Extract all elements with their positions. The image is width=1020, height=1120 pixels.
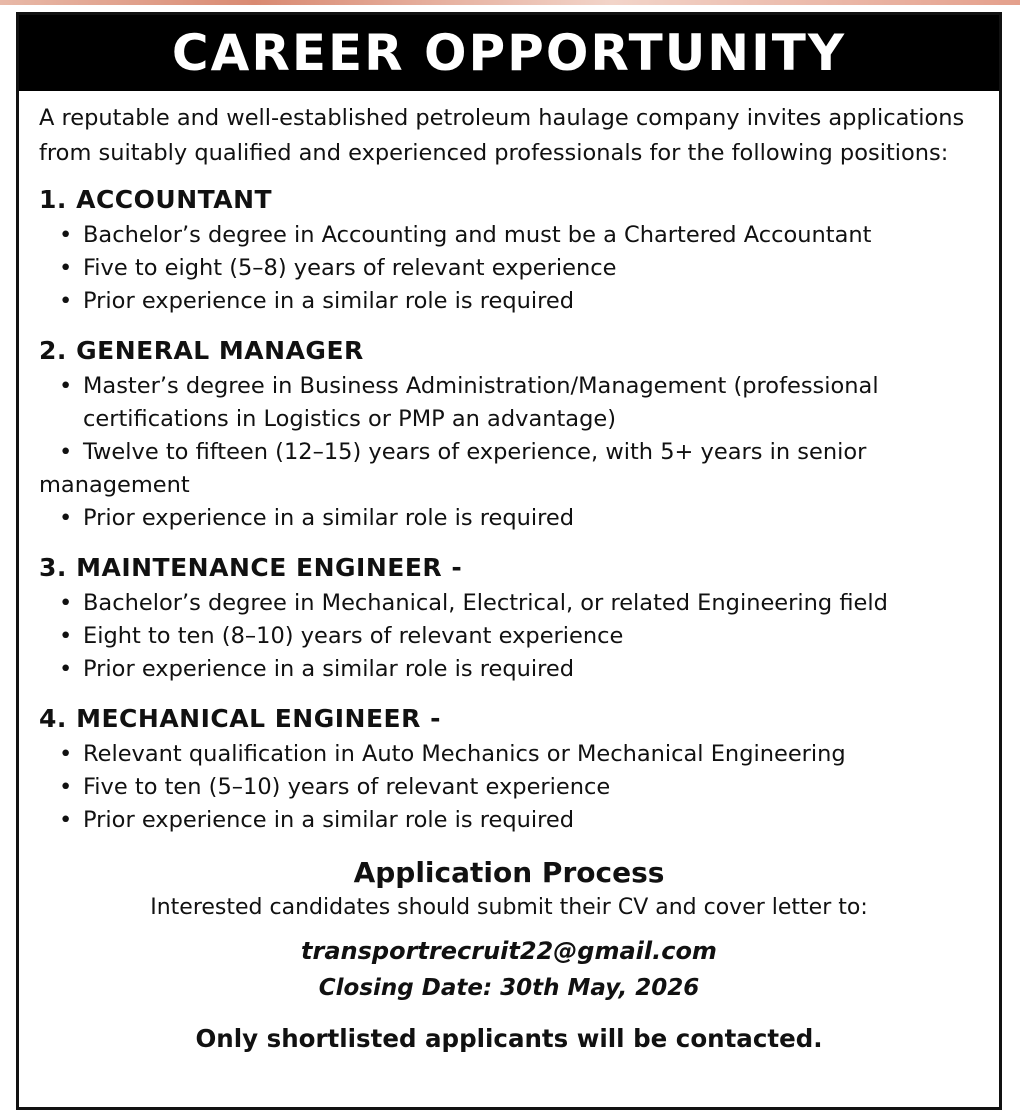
requirement-item: • Five to ten (5–10) years of relevant experience [39, 771, 979, 804]
position-title: 1. ACCOUNTANT [39, 185, 273, 214]
advert-content [19, 91, 999, 1059]
application-email[interactable]: transportrecruit22@gmail.com [301, 937, 717, 965]
position-general-manager [39, 332, 979, 535]
requirement-item: • Prior experience in a similar role is required [39, 653, 979, 686]
requirement-item: • Five to eight (5–8) years of relevant experience [39, 252, 979, 285]
requirement-item: • Bachelor’s degree in Accounting and must be a Chartered Accountant [39, 219, 979, 252]
position-title: 4. MECHANICAL ENGINEER - [39, 704, 441, 733]
requirement-item: • Prior experience in a similar role is required [39, 804, 979, 837]
position-title: 2. GENERAL MANAGER [39, 336, 364, 365]
application-instructions: Interested candidates should submit their CV and cover letter to: [150, 895, 868, 920]
page-title: CAREER OPPORTUNITY [171, 24, 847, 82]
position-accountant [39, 181, 979, 318]
top-accent-bar [0, 0, 1020, 5]
title-banner [19, 15, 999, 91]
requirement-item: • Relevant qualification in Auto Mechanics or Mechanical Engineering [39, 738, 979, 771]
requirement-item: • Master’s degree in Business Administration/Management (professional certifications in Logistics or PMP an advantage) [39, 370, 979, 436]
shortlist-note: Only shortlisted applicants will be contacted. [195, 1024, 823, 1053]
requirement-item: • Eight to ten (8–10) years of relevant experience [39, 620, 979, 653]
position-maintenance-engineer [39, 549, 979, 686]
job-advert [16, 12, 1002, 1110]
position-title: 3. MAINTENANCE ENGINEER - [39, 553, 463, 582]
requirement-item: • Bachelor’s degree in Mechanical, Electrical, or related Engineering field [39, 587, 979, 620]
intro-paragraph: A reputable and well-established petroleum haulage company invites applications from suitably qualified and experienced professionals for the following positions: [39, 105, 965, 166]
application-heading: Application Process [353, 856, 665, 889]
requirement-item: • Prior experience in a similar role is required [39, 502, 979, 535]
application-section [39, 855, 979, 1059]
position-mechanical-engineer [39, 700, 979, 837]
closing-date: Closing Date: 30th May, 2026 [318, 975, 700, 1001]
requirement-item: • Prior experience in a similar role is required [39, 285, 979, 318]
requirement-item: • Twelve to fifteen (12–15) years of experience, with 5+ years in senior management [39, 436, 979, 502]
